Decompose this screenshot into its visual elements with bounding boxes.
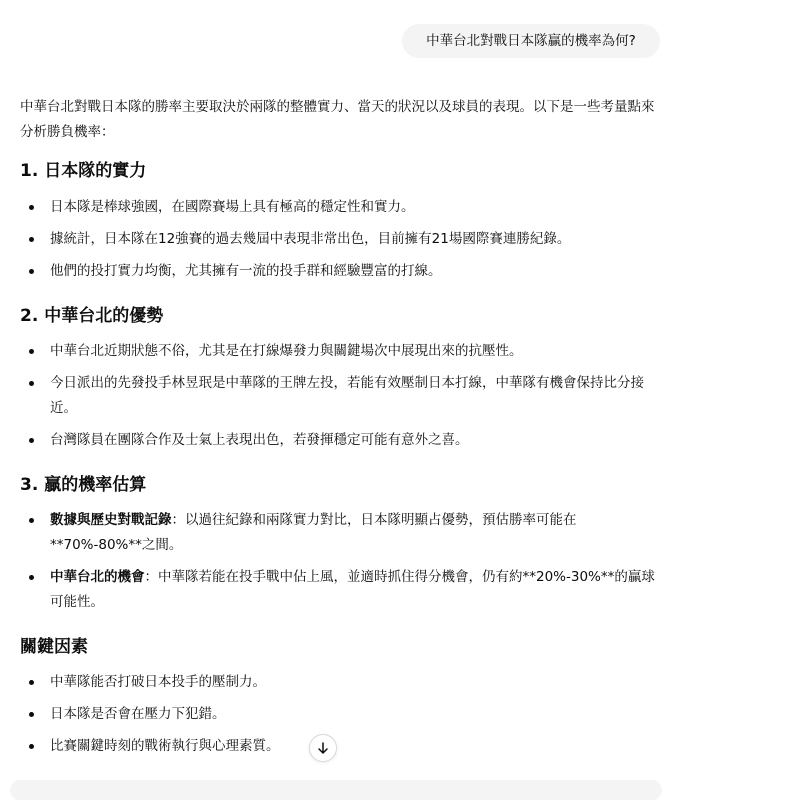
section-heading: 3. 贏的機率估算 [20,475,147,495]
list-item-bold-label: 數據與歷史對戰記錄 [50,512,172,528]
list-item-text: ：以過往紀錄和兩隊實力對比，日本隊明顯占優勢，預估勝率可能在**70%-80%**之間。 [50,512,577,553]
bullet-list [20,670,664,759]
answer-intro: 中華台北對戰日本隊的勝率主要取決於兩隊的整體實力、當天的狀況以及球員的表現。以下是一些考量點來分析勝負機率： [20,99,655,140]
bullet-list [20,195,664,284]
list-item: 他們的投打實力均衡，尤其擁有一流的投手群和經驗豐富的打線。 [20,259,664,284]
section-win-probability [20,473,664,615]
list-item: 日本隊是棒球強國，在國際賽場上具有極高的穩定性和實力。 [20,195,664,220]
section-japan-strength [20,159,664,284]
list-item [20,565,664,615]
scroll-to-bottom-button[interactable] [309,734,337,762]
list-item: 日本隊是否會在壓力下犯錯。 [20,702,664,727]
bullet-list [20,339,664,453]
list-item-bold-label: 中華台北的機會 [50,569,145,585]
arrow-down-icon [316,741,330,755]
list-item: 今日派出的先發投手林昱珉是中華隊的王牌左投，若能有效壓制日本打線，中華隊有機會保持比分接近。 [20,371,664,421]
list-item [20,508,664,558]
assistant-message [20,95,664,759]
user-message-text: 中華台北對戰日本隊贏的機率為何? [426,33,636,49]
bullet-list [20,508,664,615]
section-heading: 2. 中華台北的優勢 [20,306,164,326]
section-key-factors [20,635,664,759]
list-item: 台灣隊員在團隊合作及士氣上表現出色，若發揮穩定可能有意外之喜。 [20,428,664,453]
list-item: 中華台北近期狀態不俗，尤其是在打線爆發力與關鍵場次中展現出來的抗壓性。 [20,339,664,364]
list-item-text: ：中華隊若能在投手戰中佔上風，並適時抓住得分機會，仍有約**20%-30%**的贏球可能性。 [50,569,655,610]
list-item: 比賽關鍵時刻的戰術執行與心理素質。 [20,734,664,759]
section-heading: 1. 日本隊的實力 [20,161,147,181]
list-item: 中華隊能否打破日本投手的壓制力。 [20,670,664,695]
section-heading: 關鍵因素 [20,637,88,657]
list-item: 據統計，日本隊在12強賽的過去幾屆中表現非常出色，目前擁有21場國際賽連勝紀錄。 [20,227,664,252]
section-taipei-advantage [20,304,664,453]
user-message-bubble [402,24,660,58]
message-composer[interactable] [10,780,662,800]
